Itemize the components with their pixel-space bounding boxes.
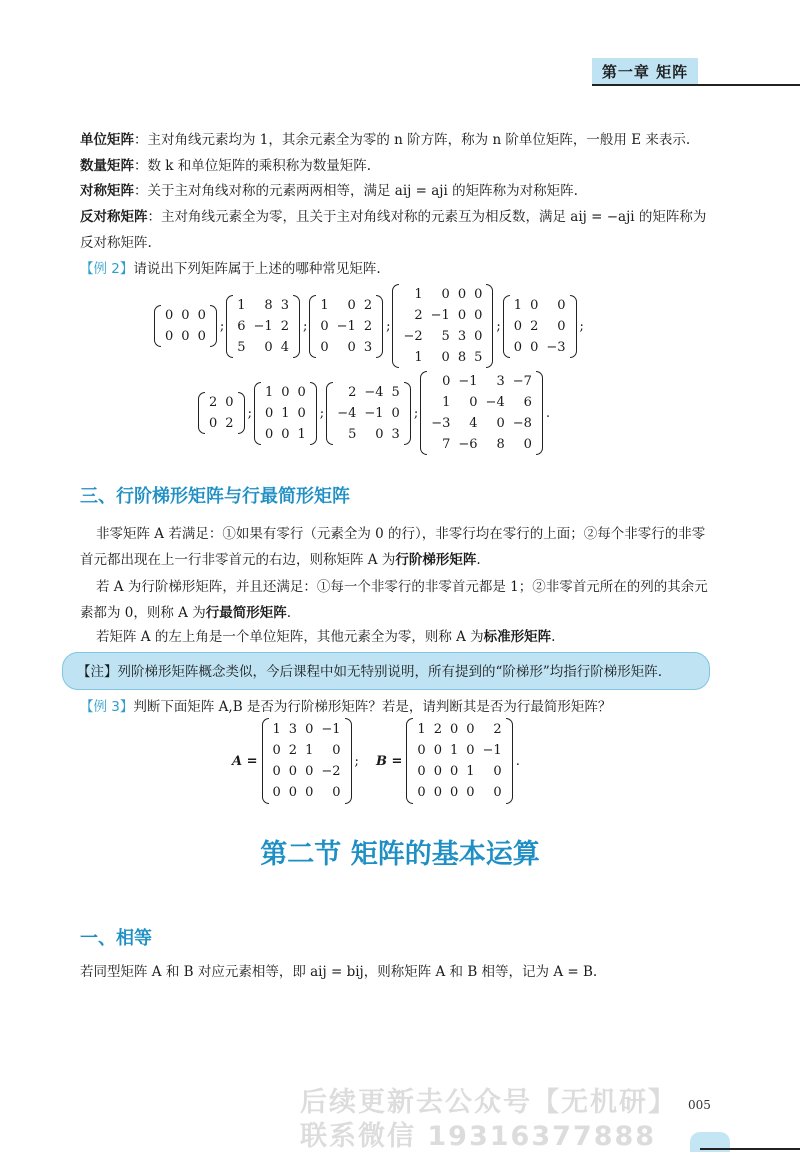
matrix-cell: 0 (530, 339, 539, 355)
matrix-table (510, 295, 570, 358)
matrix-cell: 0 (197, 329, 206, 344)
matrix-cell: −6 (458, 437, 478, 452)
matrix-cell: 0 (530, 297, 539, 313)
matrix (309, 295, 390, 358)
matrix-cell: 2 (225, 416, 234, 431)
matrix-cell: 0 (165, 329, 174, 344)
matrix-cell: 0 (272, 743, 281, 758)
matrix-cell: 2 (280, 318, 289, 334)
section-title: 第二节 矩阵的基本运算 (260, 839, 540, 870)
bracket-left (254, 382, 261, 445)
matrix-cell: 3 (280, 297, 289, 313)
def-text: ：关于主对角线对称的元素两两相等，满足 aij = aji 的矩阵称为对称矩阵. (134, 183, 578, 199)
matrix-cell: 0 (197, 308, 206, 323)
matrix-cell: 0 (441, 350, 450, 365)
matrix-cell: 0 (272, 764, 281, 779)
matrix-B-label: B = (376, 753, 403, 769)
bracket-left (503, 295, 510, 358)
def-symmetric-matrix (80, 181, 720, 201)
bracket-right (310, 382, 317, 445)
matrix-cell: 3 (457, 329, 467, 344)
matrix-cell: 0 (305, 764, 314, 779)
matrix-table (233, 295, 293, 358)
matrix-cell: 2 (288, 743, 298, 758)
matrix-cell: −4 (485, 395, 505, 410)
para-text: 若矩阵 A 的左上角是一个单位矩阵，其他元素全为零，则称 A 为 (96, 629, 484, 645)
matrix-cell: 0 (181, 329, 190, 344)
matrix-cell: 0 (466, 722, 475, 737)
matrix-cell: 0 (375, 426, 384, 442)
def-term: 对称矩阵 (80, 183, 134, 199)
bracket-right (570, 295, 577, 358)
matrix-cell: 0 (474, 308, 483, 323)
matrix-cell: 0 (466, 743, 475, 758)
matrix-cell: 2 (530, 318, 539, 334)
matrix-cell: 6 (237, 318, 246, 334)
section-title-echelon: 三、行阶梯形矩阵与行最简形矩阵 (80, 486, 350, 507)
para-echelon-l1: 非零矩阵 A 若满足：①如果有零行（元素全为 0 的行），非零行均在零行的上面；②每个非零行的非零 (96, 526, 706, 542)
matrix-table (316, 295, 376, 358)
matrix-cell: 2 (348, 384, 357, 400)
matrix-A-table (269, 719, 345, 803)
matrix (198, 392, 252, 434)
matrix-cell: −1 (321, 722, 341, 737)
bracket-left (392, 284, 399, 368)
bracket-right (376, 295, 383, 358)
matrix-cell: 7 (442, 437, 451, 452)
matrix-cell: 0 (417, 764, 426, 779)
matrix-separator: . (515, 753, 520, 769)
matrix-cell: −1 (458, 374, 478, 389)
matrix-cell: 1 (264, 384, 274, 400)
matrix-cell: −3 (546, 339, 566, 355)
matrix-cell: −8 (512, 416, 532, 431)
bracket-left (226, 295, 233, 358)
matrix-cell: 1 (449, 743, 459, 758)
matrix-cell: 1 (466, 764, 475, 779)
page-number: 005 (688, 1098, 711, 1112)
matrix-cell: 0 (181, 308, 190, 323)
matrix-cell: 0 (474, 329, 483, 344)
matrix-cell: 0 (466, 785, 475, 800)
matrix-cell: −2 (403, 329, 423, 344)
matrix-cell: 1 (414, 350, 423, 365)
def-antisymmetric-cont: 反对称矩阵. (80, 235, 152, 251)
bracket-left (154, 305, 161, 347)
matrix-cell: 0 (297, 405, 306, 421)
para-text: 素都为 0，则称 A 为 (80, 605, 206, 621)
matrix (154, 305, 224, 347)
matrix-cell: 0 (557, 297, 566, 313)
bracket-right (345, 718, 352, 804)
matrix-table (427, 371, 536, 455)
matrix-cell: 1 (272, 722, 281, 737)
matrix-row-2 (198, 370, 550, 456)
matrix-cell: 1 (281, 405, 290, 421)
matrix-cell: 2 (414, 308, 423, 323)
para-reduced-l1: 若 A 为行阶梯形矩阵，并且还满足：①每一个非零行的非零首元都是 1；②非零首元所在的列的其余元 (96, 579, 708, 595)
para-end: . (286, 605, 292, 621)
matrix-cell: 1 (417, 722, 426, 737)
matrix-cell: −1 (336, 318, 356, 334)
matrix-cell: 0 (493, 785, 502, 800)
matrix-cell: 1 (414, 287, 423, 302)
matrix-cell: 2 (493, 722, 502, 737)
bracket-left (198, 392, 205, 434)
matrix-cell: 5 (237, 339, 246, 355)
matrix-cell: 0 (297, 384, 306, 400)
subsection-title-equal: 一、相等 (80, 928, 152, 949)
def-term: 单位矩阵 (80, 132, 134, 148)
matrix-cell: 0 (347, 339, 356, 355)
matrix-separator: ; (354, 753, 359, 769)
matrix-cell: 0 (288, 764, 298, 779)
matrix-cell: 0 (523, 437, 532, 452)
matrix-cell: 4 (469, 416, 478, 431)
matrix-cell: 0 (281, 426, 290, 442)
matrix-cell: 5 (348, 426, 357, 442)
matrix-B-table (413, 719, 505, 803)
bracket-right (506, 718, 513, 804)
matrix-cell: 0 (272, 785, 281, 800)
matrix-row-1 (154, 286, 584, 366)
matrix-cell: 0 (457, 287, 467, 302)
chapter-header: 第一章 矩阵 (592, 58, 698, 84)
matrix-cell: 1 (513, 297, 523, 313)
matrix-cell: 8 (457, 350, 467, 365)
example-3 (80, 697, 720, 717)
matrix-cell: 0 (332, 785, 341, 800)
para-equal: 若同型矩阵 A 和 B 对应元素相等，即 aij = bij，则称矩阵 A 和 B 相等，记为 A = B. (80, 964, 598, 980)
matrix-table (205, 392, 238, 434)
bracket-right (293, 295, 300, 358)
term-reduced-echelon: 行最简形矩阵 (205, 605, 287, 621)
matrix-cell: 0 (305, 722, 314, 737)
matrix-cell: 0 (264, 426, 274, 442)
matrix-cell: 5 (441, 329, 450, 344)
matrix-cell: −4 (337, 405, 357, 421)
def-term: 数量矩阵 (80, 158, 134, 174)
matrix-cell: 0 (493, 764, 502, 779)
matrix-cell: −1 (430, 308, 450, 323)
matrix-cell: −1 (364, 405, 384, 421)
example-label: 【例 2】 (80, 261, 134, 277)
matrix-cell: 0 (457, 308, 467, 323)
matrix-cell: −1 (482, 743, 502, 758)
example-label: 【例 3】 (80, 699, 134, 715)
note-box: 【注】列阶梯形矩阵概念类似，今后课程中如无特别说明，所有提到的“阶梯形”均指行阶梯形矩阵. (62, 652, 710, 690)
bracket-left (420, 371, 427, 455)
matrix-cell: −1 (253, 318, 273, 334)
matrix-cell: 1 (305, 743, 314, 758)
matrix (392, 284, 500, 368)
matrix-cell: −3 (431, 416, 451, 431)
matrix-cell: 0 (264, 339, 273, 355)
matrix-B (376, 718, 520, 804)
matrix (420, 371, 550, 455)
matrix-cell: 0 (288, 785, 298, 800)
para-end: . (476, 552, 481, 568)
matrix-cell: 0 (332, 743, 341, 758)
matrix-cell: 0 (513, 339, 523, 355)
matrix-cell: 5 (474, 350, 483, 365)
matrix-cell: 1 (320, 297, 329, 313)
matrix (254, 382, 324, 445)
matrix-cell: 1 (237, 297, 246, 313)
example-text: 判断下面矩阵 A,B 是否为行阶梯形矩阵？若是，请判断其是否为行最简形矩阵？ (133, 699, 612, 715)
matrix-cell: 0 (165, 308, 174, 323)
matrix-separator: ; (579, 318, 584, 334)
matrix-cell: 0 (513, 318, 523, 334)
matrix-cell: 0 (391, 405, 400, 421)
para-end: . (551, 629, 556, 645)
matrix-cell: 0 (441, 287, 450, 302)
matrix-A (232, 718, 359, 804)
matrix-cell: 0 (433, 743, 442, 758)
matrix-cell: 0 (557, 318, 566, 334)
matrix-separator: ; (413, 405, 419, 421)
def-text: ：主对角线元素全为零，且关于主对角线对称的元素互为相反数，满足 aij = −aji 的矩阵称为 (147, 209, 707, 225)
matrix (326, 382, 418, 445)
matrix-cell: 8 (496, 437, 505, 452)
bracket-right (210, 305, 217, 347)
matrix-cell: 6 (523, 395, 532, 410)
matrix-separator: ; (319, 405, 325, 421)
matrix-cell: 0 (225, 395, 234, 410)
bracket-right (404, 382, 411, 445)
matrix-table (333, 382, 404, 445)
matrix-cell: 3 (288, 722, 298, 737)
def-identity-matrix (80, 130, 720, 150)
para-echelon-l2 (80, 550, 720, 570)
watermark-line-2: 联系微信 19316377888 (300, 1121, 657, 1152)
matrix-cell: 0 (449, 722, 459, 737)
matrix-cell: 0 (417, 785, 426, 800)
matrix-cell: 0 (417, 743, 426, 758)
term-standard-form: 标准形矩阵 (483, 629, 552, 645)
matrix-cell: 1 (297, 426, 306, 442)
bracket-right (238, 392, 245, 434)
matrix-cell: 2 (363, 318, 373, 334)
matrix-cell: 0 (305, 785, 314, 800)
matrix-separator: ; (496, 318, 501, 334)
matrix-cell: 2 (433, 722, 442, 737)
matrix-table (261, 382, 310, 445)
matrix-cell: 0 (320, 339, 329, 355)
para-text: 首元都出现在上一行非零首元的右边，则称矩阵 A 为 (80, 552, 396, 568)
matrix-cell: 0 (433, 764, 442, 779)
matrix-cell: 0 (281, 384, 290, 400)
matrix-separator: ; (386, 318, 391, 334)
matrix-cell: 2 (363, 297, 373, 313)
bracket-left (262, 718, 269, 804)
matrix-cell: 0 (496, 416, 505, 431)
matrix-cell: 0 (320, 318, 329, 334)
example-2 (80, 259, 720, 279)
def-scalar-matrix (80, 156, 720, 176)
bracket-right (536, 371, 543, 455)
header-rule (592, 84, 800, 86)
para-reduced-l2 (80, 603, 720, 623)
matrix-cell: 0 (442, 374, 451, 389)
matrix-cell: 0 (264, 405, 274, 421)
matrix-cell: 0 (469, 395, 478, 410)
matrix-A-label: A = (232, 753, 258, 769)
bracket-left (309, 295, 316, 358)
matrix-cell: 4 (280, 339, 289, 355)
matrix-cell: 1 (442, 395, 451, 410)
matrix-cell: 0 (449, 785, 459, 800)
matrix-table (161, 305, 210, 347)
watermark (300, 1086, 677, 1154)
matrix-cell: 3 (496, 374, 505, 389)
matrix (226, 295, 307, 358)
matrix-separator: ; (247, 405, 252, 421)
matrix-cell: 0 (474, 287, 483, 302)
matrix (503, 295, 584, 358)
matrix-cell: 5 (391, 384, 400, 400)
bracket-left (406, 718, 413, 804)
matrix-cell: 0 (433, 785, 442, 800)
matrix-cell: −2 (321, 764, 341, 779)
bracket-right (486, 284, 493, 368)
matrix-cell: 0 (209, 416, 218, 431)
matrix-separator: ; (302, 318, 308, 334)
matrix-cell: 3 (363, 339, 373, 355)
example-text: 请说出下列矩阵属于上述的哪种常见矩阵. (133, 261, 381, 277)
matrix-cell: 0 (347, 297, 356, 313)
matrix-cell: −4 (364, 384, 384, 400)
matrix-cell: 0 (449, 764, 459, 779)
matrix-cell: 8 (264, 297, 273, 313)
def-text: ：数 k 和单位矩阵的乘积称为数量矩阵. (134, 158, 372, 174)
para-standard (96, 627, 736, 647)
matrix-cell: 2 (209, 395, 218, 410)
watermark-line-1: 后续更新去公众号【无机研】 (300, 1087, 677, 1118)
def-term: 反对称矩阵 (80, 209, 148, 225)
term-row-echelon: 行阶梯形矩阵 (395, 552, 477, 568)
matrix-separator: . (545, 405, 551, 421)
matrix-cell: 3 (391, 426, 400, 442)
bracket-left (326, 382, 333, 445)
matrix-table (399, 284, 486, 368)
def-antisymmetric-matrix (80, 207, 720, 227)
matrix-separator: ; (219, 318, 225, 334)
matrix-cell: −7 (512, 374, 532, 389)
footer-rule (700, 1148, 800, 1150)
def-text: ：主对角线元素均为 1，其余元素全为零的 n 阶方阵，称为 n 阶单位矩阵，一般用 E 来表示. (134, 132, 691, 148)
